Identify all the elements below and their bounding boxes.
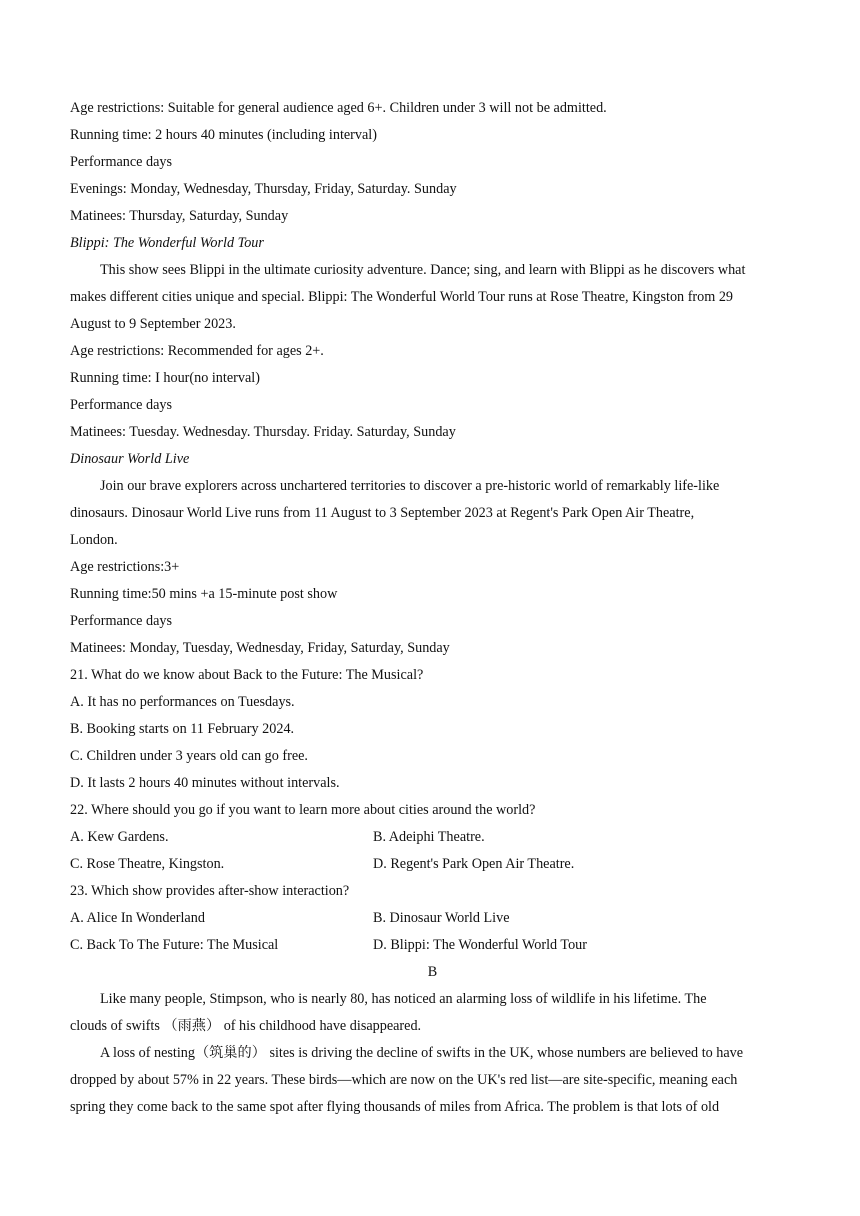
- age-restrictions: Age restrictions: Recommended for ages 2+.: [70, 343, 324, 359]
- dinosaur-paragraph-line: dinosaurs. Dinosaur World Live runs from 11 August to 3 September 2023 at Regent's Park Open Air Theatre,: [70, 505, 695, 521]
- option-21-a: A. It has no performances on Tuesdays.: [70, 694, 295, 710]
- show-title-blippi: Blippi: The Wonderful World Tour: [70, 235, 264, 251]
- performance-days-heading: Performance days: [70, 613, 173, 629]
- section-b-heading: B: [427, 964, 438, 980]
- section-b-paragraph-line: dropped by about 57% in 22 years. These birds—which are now on the UK's red list—are site-specific, meaning each: [70, 1072, 738, 1088]
- options-row: [70, 851, 795, 878]
- question-21: 21. What do we know about Back to the Future: The Musical?: [70, 667, 424, 683]
- section-b-paragraph-line: spring they come back to the same spot after flying thousands of miles from Africa. The problem is that lots of old: [70, 1099, 720, 1115]
- option-23-c: C. Back To The Future: The Musical: [70, 937, 279, 953]
- evenings-schedule: Evenings: Monday, Wednesday, Thursday, Friday, Saturday. Sunday: [70, 181, 457, 197]
- option-21-c: C. Children under 3 years old can go free.: [70, 748, 308, 764]
- matinees-schedule: Matinees: Tuesday. Wednesday. Thursday. Friday. Saturday, Sunday: [70, 424, 456, 440]
- running-time: Running time: I hour(no interval): [70, 370, 260, 386]
- option-21-b: B. Booking starts on 11 February 2024.: [70, 721, 295, 737]
- matinees-schedule: Matinees: Monday, Tuesday, Wednesday, Friday, Saturday, Sunday: [70, 640, 450, 656]
- blippi-paragraph-line: makes different cities unique and special. Blippi: The Wonderful World Tour runs at Rose Theatre, Kingston from 29: [70, 289, 734, 305]
- option-23-d: D. Blippi: The Wonderful World Tour: [373, 937, 587, 953]
- running-time: Running time: 2 hours 40 minutes (including interval): [70, 127, 377, 143]
- option-21-d: D. It lasts 2 hours 40 minutes without intervals.: [70, 775, 340, 791]
- option-23-a: A. Alice In Wonderland: [70, 910, 205, 926]
- show-title-dinosaur: Dinosaur World Live: [70, 451, 190, 467]
- document-page: [70, 95, 795, 1121]
- question-23: 23. Which show provides after-show interaction?: [70, 883, 350, 899]
- matinees-schedule: Matinees: Thursday, Saturday, Sunday: [70, 208, 289, 224]
- question-22: 22. Where should you go if you want to learn more about cities around the world?: [70, 802, 536, 818]
- section-b-paragraph-line: clouds of swifts （雨燕） of his childhood have disappeared.: [70, 1018, 422, 1034]
- performance-days-heading: Performance days: [70, 397, 173, 413]
- dinosaur-paragraph-line: London.: [70, 532, 118, 548]
- options-row: [70, 824, 795, 851]
- option-22-c: C. Rose Theatre, Kingston.: [70, 856, 225, 872]
- age-restrictions: Age restrictions:3+: [70, 559, 180, 575]
- section-b-paragraph-line: Like many people, Stimpson, who is nearly 80, has noticed an alarming loss of wildlife in his lifetime. The: [100, 991, 707, 1007]
- option-23-b: B. Dinosaur World Live: [373, 910, 510, 926]
- option-22-b: B. Adeiphi Theatre.: [373, 829, 485, 845]
- option-22-a: A. Kew Gardens.: [70, 829, 169, 845]
- blippi-paragraph-line: August to 9 September 2023.: [70, 316, 236, 332]
- options-row: [70, 905, 795, 932]
- option-22-d: D. Regent's Park Open Air Theatre.: [373, 856, 575, 872]
- dinosaur-paragraph-line: Join our brave explorers across unchartered territories to discover a pre-historic world of remarkably life-like: [100, 478, 720, 494]
- options-row: [70, 932, 795, 959]
- running-time: Running time:50 mins +a 15-minute post show: [70, 586, 338, 602]
- blippi-paragraph-line: This show sees Blippi in the ultimate curiosity adventure. Dance; sing, and learn with Blippi as he discovers what: [100, 262, 746, 278]
- section-b-paragraph-line: A loss of nesting（筑巢的） sites is driving the decline of swifts in the UK, whose numbers are believed to have: [100, 1045, 744, 1061]
- performance-days-heading: Performance days: [70, 154, 173, 170]
- age-restrictions: Age restrictions: Suitable for general audience aged 6+. Children under 3 will not be admitted.: [70, 100, 607, 116]
